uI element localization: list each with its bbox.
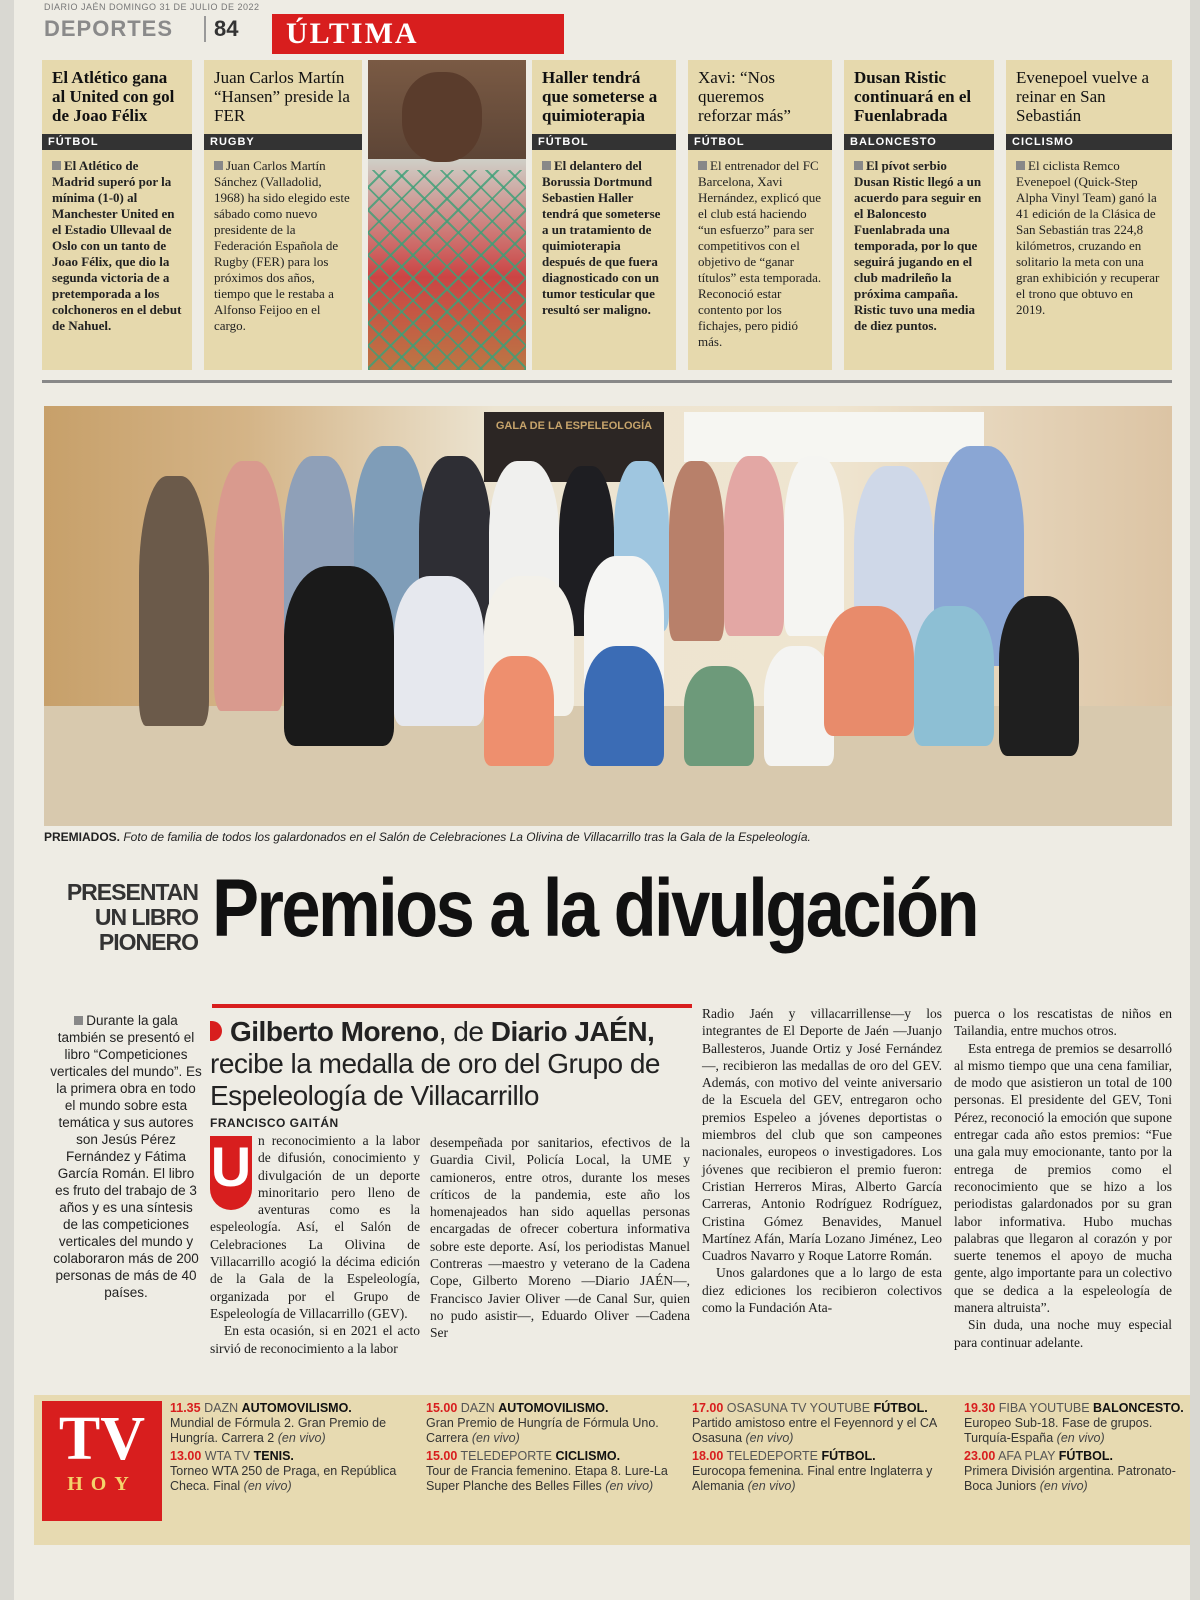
tv-listings <box>34 1395 1190 1545</box>
tv-entry <box>170 1401 410 1446</box>
tv-sport: AUTOMOVILISMO. <box>498 1401 609 1415</box>
tv-time: 17.00 <box>692 1401 724 1415</box>
projection-screen <box>684 412 984 462</box>
gala-banner: GALA DE LA ESPELEOLOGÍA <box>484 412 664 482</box>
article-column-1 <box>210 1132 420 1357</box>
tv-desc: Europeo Sub-18. Fase de grupos. Turquía-España <box>964 1416 1153 1445</box>
brief-title: Dusan Ristic continuará en el Fuenlabrada <box>854 68 972 125</box>
bullet-square-icon <box>74 1016 83 1025</box>
column-4-para-1: puerca o los rescatistas de niños en Tailandia, entre muchos otros. <box>954 1006 1172 1039</box>
brief-tag: FÚTBOL <box>688 134 832 150</box>
deck-paper: Diario JAÉN, <box>490 1016 655 1047</box>
bullet-square-icon <box>214 161 223 170</box>
brief-title: Juan Carlos Martín “Hansen” preside la FER <box>214 68 350 125</box>
folio-line: DIARIO JAÉN DOMINGO 31 DE JULIO DE 2022 <box>44 2 260 12</box>
group-photo <box>44 406 1172 826</box>
brief-title: Evenepoel vuelve a reinar en San Sebastián <box>1016 68 1150 125</box>
newspaper-page <box>14 0 1190 1600</box>
article-column-3 <box>702 1005 942 1316</box>
tv-time: 23.00 <box>964 1449 996 1463</box>
tv-channel: TELEDEPORTE <box>726 1449 818 1463</box>
tv-sport: CICLISMO. <box>555 1449 621 1463</box>
bullet-square-icon <box>52 161 61 170</box>
article-column-2 <box>430 1134 690 1342</box>
deck-marker-icon <box>210 1021 222 1041</box>
person-figure <box>139 476 209 726</box>
book-sidebar <box>50 1012 202 1301</box>
tv-column-1 <box>170 1401 410 1497</box>
tv-channel: AFA PLAY <box>998 1449 1056 1463</box>
tv-entry <box>964 1401 1184 1446</box>
article-deck <box>210 1016 700 1112</box>
tv-entry <box>692 1449 952 1494</box>
tv-channel: TELEDEPORTE <box>460 1449 552 1463</box>
brief-tag: FÚTBOL <box>532 134 676 150</box>
brief-title: El Atlético gana al United con gol de Joao Félix <box>52 68 175 125</box>
tv-desc: Mundial de Fórmula 2. Gran Premio de Hungría. Carrera 2 <box>170 1416 387 1445</box>
tv-live: (en vivo) <box>1056 1431 1105 1445</box>
person-figure <box>214 461 284 711</box>
column-1-para-1: n reconocimiento a la labor de difusión, conocimiento y divulgación de un deporte minoritario pero lleno de aventuras como es la espeleología. Así, el Salón de Celebraciones La Olivina de Villacarrillo acogió la décima edición de la Gala de la Espeleología, organizada por el Grupo de Espeleología de Villacarrillo (GEV). <box>210 1133 420 1321</box>
tv-sport: AUTOMOVILISMO. <box>241 1401 352 1415</box>
tv-sport: FÚTBOL. <box>821 1449 876 1463</box>
tv-sport: FÚTBOL. <box>873 1401 928 1415</box>
tv-live: (en vivo) <box>277 1431 326 1445</box>
tv-time: 18.00 <box>692 1449 724 1463</box>
article-column-4 <box>954 1005 1172 1351</box>
tv-channel: FIBA YOUTUBE <box>998 1401 1090 1415</box>
tv-logo-text: TV <box>58 1405 146 1473</box>
person-figure <box>584 646 664 766</box>
brief-atletico <box>42 60 192 370</box>
person-figure <box>824 606 914 736</box>
section-name: DEPORTES <box>44 16 174 41</box>
brief-title: Xavi: “Nos queremos reforzar más” <box>698 68 791 125</box>
person-figure <box>914 606 994 746</box>
caption-text: Foto de familia de todos los galardonados en el Salón de Celebraciones La Olivina de Villacarrillo tras la Gala de la Espeleología. <box>120 830 811 844</box>
tv-time: 11.35 <box>170 1401 201 1415</box>
caption-lead: PREMIADOS. <box>44 830 121 844</box>
tv-column-3 <box>692 1401 952 1497</box>
deck-rest: recibe la medalla de oro del Grupo de Espeleología de Villacarrillo <box>210 1048 661 1111</box>
tv-desc: Primera División argentina. Patronato-Boca Juniors <box>964 1464 1176 1493</box>
brief-xavi <box>688 60 832 370</box>
tv-entry <box>964 1449 1184 1494</box>
person-figure <box>724 456 784 636</box>
briefs-strip <box>42 60 1172 370</box>
hoy-logo-text: HOY <box>67 1473 137 1495</box>
column-2-text: desempeñada por sanitarios, efectivos de la Guardia Civil, Policía Local, la UME y camioneros, entre otros, durante los meses críticos de la pandemia, este año los homenajeados han sido aquellas personas encargadas de ofrecer cobertura informativa sobre este deporte. Así, los periodistas Manuel Contreras —maestro y veterano de la Cadena Cope, Gilberto Moreno —Diario JAÉN—, Francisco Javier Oliver —de Canal Sur, quien no pudo asistir—, Eduardo Oliver —Cadena Ser <box>430 1135 690 1341</box>
brief-evenepoel <box>1006 60 1172 370</box>
column-1-para-2: En esta ocasión, si en 2021 el acto sirvió de reconocimiento a la labor <box>210 1323 420 1356</box>
tv-entry <box>426 1449 676 1494</box>
tv-live: (en vivo) <box>243 1479 292 1493</box>
brief-tag: FÚTBOL <box>42 134 192 150</box>
tv-live: (en vivo) <box>605 1479 654 1493</box>
page-number: 84 <box>204 16 238 42</box>
person-figure <box>669 461 724 641</box>
tv-entry <box>692 1401 952 1446</box>
brief-rugby <box>204 60 362 370</box>
photo-caption <box>44 830 1172 844</box>
column-3-para-1: Radio Jaén y villacarrillense—y los integrantes de El Deporte de Jaén —Juanjo Ballesteros, Juande Ortiz y José Fernández—, recibieron las medallas de oro del GEV. Además, con motivo del veinte aniversario de la Escuela del GEV, entregaron ocho premios Espeleo a jóvenes deportistas o miembros del club que son campeones nacionales, europeos o investigadores. Los jóvenes que recibieron el premio fueron: Cristian Herreros Miras, Alberto García Carreras, Antonio Rodríguez Rodríguez, Cristina Gómez Benavides, Manuel Martínez Afán, María Lozano Jiménez, Leo Cuadros Navarro y Roque Latorre Román. <box>702 1006 942 1264</box>
bullet-square-icon <box>542 161 551 170</box>
ultima-banner: ÚLTIMA <box>272 14 564 54</box>
person-figure <box>684 666 754 766</box>
brief-haller <box>532 60 676 370</box>
tv-time: 13.00 <box>170 1449 202 1463</box>
tv-desc: Gran Premio de Hungría de Fórmula Uno. Carrera <box>426 1416 659 1445</box>
dropcap: U <box>210 1136 252 1210</box>
tv-channel: OSASUNA TV YOUTUBE <box>726 1401 871 1415</box>
section-divider <box>42 380 1172 383</box>
tv-channel: DAZN <box>460 1401 495 1415</box>
brief-text: El delantero del Borussia Dortmund Sebastien Haller tendrá que someterse a un tratamiento de quimioterapia después de que fuera diagnosticado con un tumor testicular que resultó ser maligno. <box>542 158 661 317</box>
goal-net-image <box>368 170 526 370</box>
deck-name: Gilberto Moreno <box>230 1016 439 1047</box>
sidebar-text: Durante la gala también se presentó el libro “Competiciones verticales del mundo”. Es la primera obra en todo el mundo sobre esta temática y sus autores son Jesús Pérez Fernández y Fátima García Román. El libro es fruto del trabajo de 3 años y es una síntesis de las competiciones verticales del mundo y colaboraron más de 200 personas de más de 40 países. <box>50 1013 202 1300</box>
tv-live: (en vivo) <box>745 1431 794 1445</box>
tv-time: 15.00 <box>426 1401 458 1415</box>
tv-time: 19.30 <box>964 1401 996 1415</box>
column-3-para-2: Unos galardones que a lo largo de esta diez ediciones los recibieron colectivos como la Fundación Ata- <box>702 1265 942 1316</box>
person-figure <box>484 656 554 766</box>
deck-rule <box>212 1004 692 1008</box>
brief-text: El pívot serbio Dusan Ristic llegó a un acuerdo para seguir en el Baloncesto Fuenlabrada una temporada, por lo que seguirá jugando en el club madrileño la próxima campaña. Ristic tuvo una media de diez puntos. <box>854 158 982 333</box>
brief-text: El ciclista Remco Evenepoel (Quick-Step Alpha Vinyl Team) ganó la 41 edición de la Clásica de San Sebastián tras 224,8 kilómetros, cruzando en solitario la meta con una gran exhibición y recuperar el trono que obtuvo en 2019. <box>1016 158 1160 317</box>
tv-sport: BALONCESTO. <box>1093 1401 1184 1415</box>
tv-sport: FÚTBOL. <box>1058 1449 1113 1463</box>
brief-ristic <box>844 60 994 370</box>
brief-text: El Atlético de Madrid superó por la mínima (1-0) al Manchester United en el Estadio Ullevaal de Oslo con un tanto de Joao Félix, que dio la segunda victoria de a pretemporada a los colchoneros en el debut de Nahuel. <box>52 158 182 333</box>
tv-column-2 <box>426 1401 676 1497</box>
tv-channel: WTA TV <box>204 1449 251 1463</box>
tv-desc: Torneo WTA 250 de Praga, en República Checa. Final <box>170 1464 397 1493</box>
article-headline: Premios a la divulgación <box>212 863 978 954</box>
tv-desc: Eurocopa femenina. Final entre Inglaterra y Alemania <box>692 1464 933 1493</box>
tv-entry <box>170 1449 410 1494</box>
person-figure <box>784 456 844 636</box>
byline: FRANCISCO GAITÁN <box>210 1116 339 1130</box>
tv-entry <box>426 1401 676 1446</box>
tv-time: 15.00 <box>426 1449 458 1463</box>
tv-live: (en vivo) <box>471 1431 520 1445</box>
tv-hoy-logo <box>42 1401 162 1521</box>
player-face-image <box>402 72 482 162</box>
haller-photo <box>368 60 526 370</box>
brief-text: Juan Carlos Martín Sánchez (Valladolid, 1968) ha sido elegido este sábado como nuevo presidente de la Federación Española de Rugby (FER) para los próximos dos años, tiempo que le restaba a Alfonso Feijoo en el cargo. <box>214 158 350 333</box>
person-figure <box>394 576 484 726</box>
brief-title: Haller tendrá que someterse a quimioterapia <box>542 68 658 125</box>
bullet-square-icon <box>698 161 707 170</box>
column-4-para-3: Sin duda, una noche muy especial para continuar adelante. <box>954 1317 1172 1350</box>
column-4-para-2: Esta entrega de premios se desarrolló al mismo tiempo que una cena familiar, de modo que asistieron un total de 100 personas. El presidente del GEV, Toni Pérez, reconoció la emoción que supone entregar cada año estos premios: “Fue una gala muy emocionante, tanto por la entrega de premios como el reconocimiento que se hizo a los periodistas galardonados por su gran labor informativa. Hubo muchas palabras que llegaron al corazón y por suerte tenemos el apoyo de mucha gente, algo importante para un colectivo que se dedica a la espeleología de manera altruista”. <box>954 1040 1172 1316</box>
brief-tag: BALONCESTO <box>844 134 994 150</box>
person-figure <box>284 566 394 746</box>
tv-live: (en vivo) <box>1039 1479 1088 1493</box>
person-figure <box>999 596 1079 756</box>
brief-tag: CICLISMO <box>1006 134 1172 150</box>
bullet-square-icon <box>1016 161 1025 170</box>
bullet-square-icon <box>854 161 863 170</box>
brief-tag: RUGBY <box>204 134 362 150</box>
brief-text: El entrenador del FC Barcelona, Xavi Hernández, explicó que el club está haciendo “un esfuerzo” para ser competitivos con el objetivo de “ganar títulos” esta temporada. Reconoció estar contento por los fichajes, pero pidió más. <box>698 158 822 349</box>
deck-joiner: , de <box>438 1016 491 1047</box>
tv-live: (en vivo) <box>747 1479 796 1493</box>
tv-channel: DAZN <box>204 1401 239 1415</box>
tv-desc: Partido amistoso entre el Feyennord y el CA Osasuna <box>692 1416 937 1445</box>
tv-column-4 <box>964 1401 1184 1497</box>
tv-sport: TENIS. <box>253 1449 294 1463</box>
tv-desc: Tour de Francia femenino. Etapa 8. Lure-La Super Planche des Belles Filles <box>426 1464 668 1493</box>
article-kicker: PRESENTAN UN LIBRO PIONERO <box>66 879 198 955</box>
